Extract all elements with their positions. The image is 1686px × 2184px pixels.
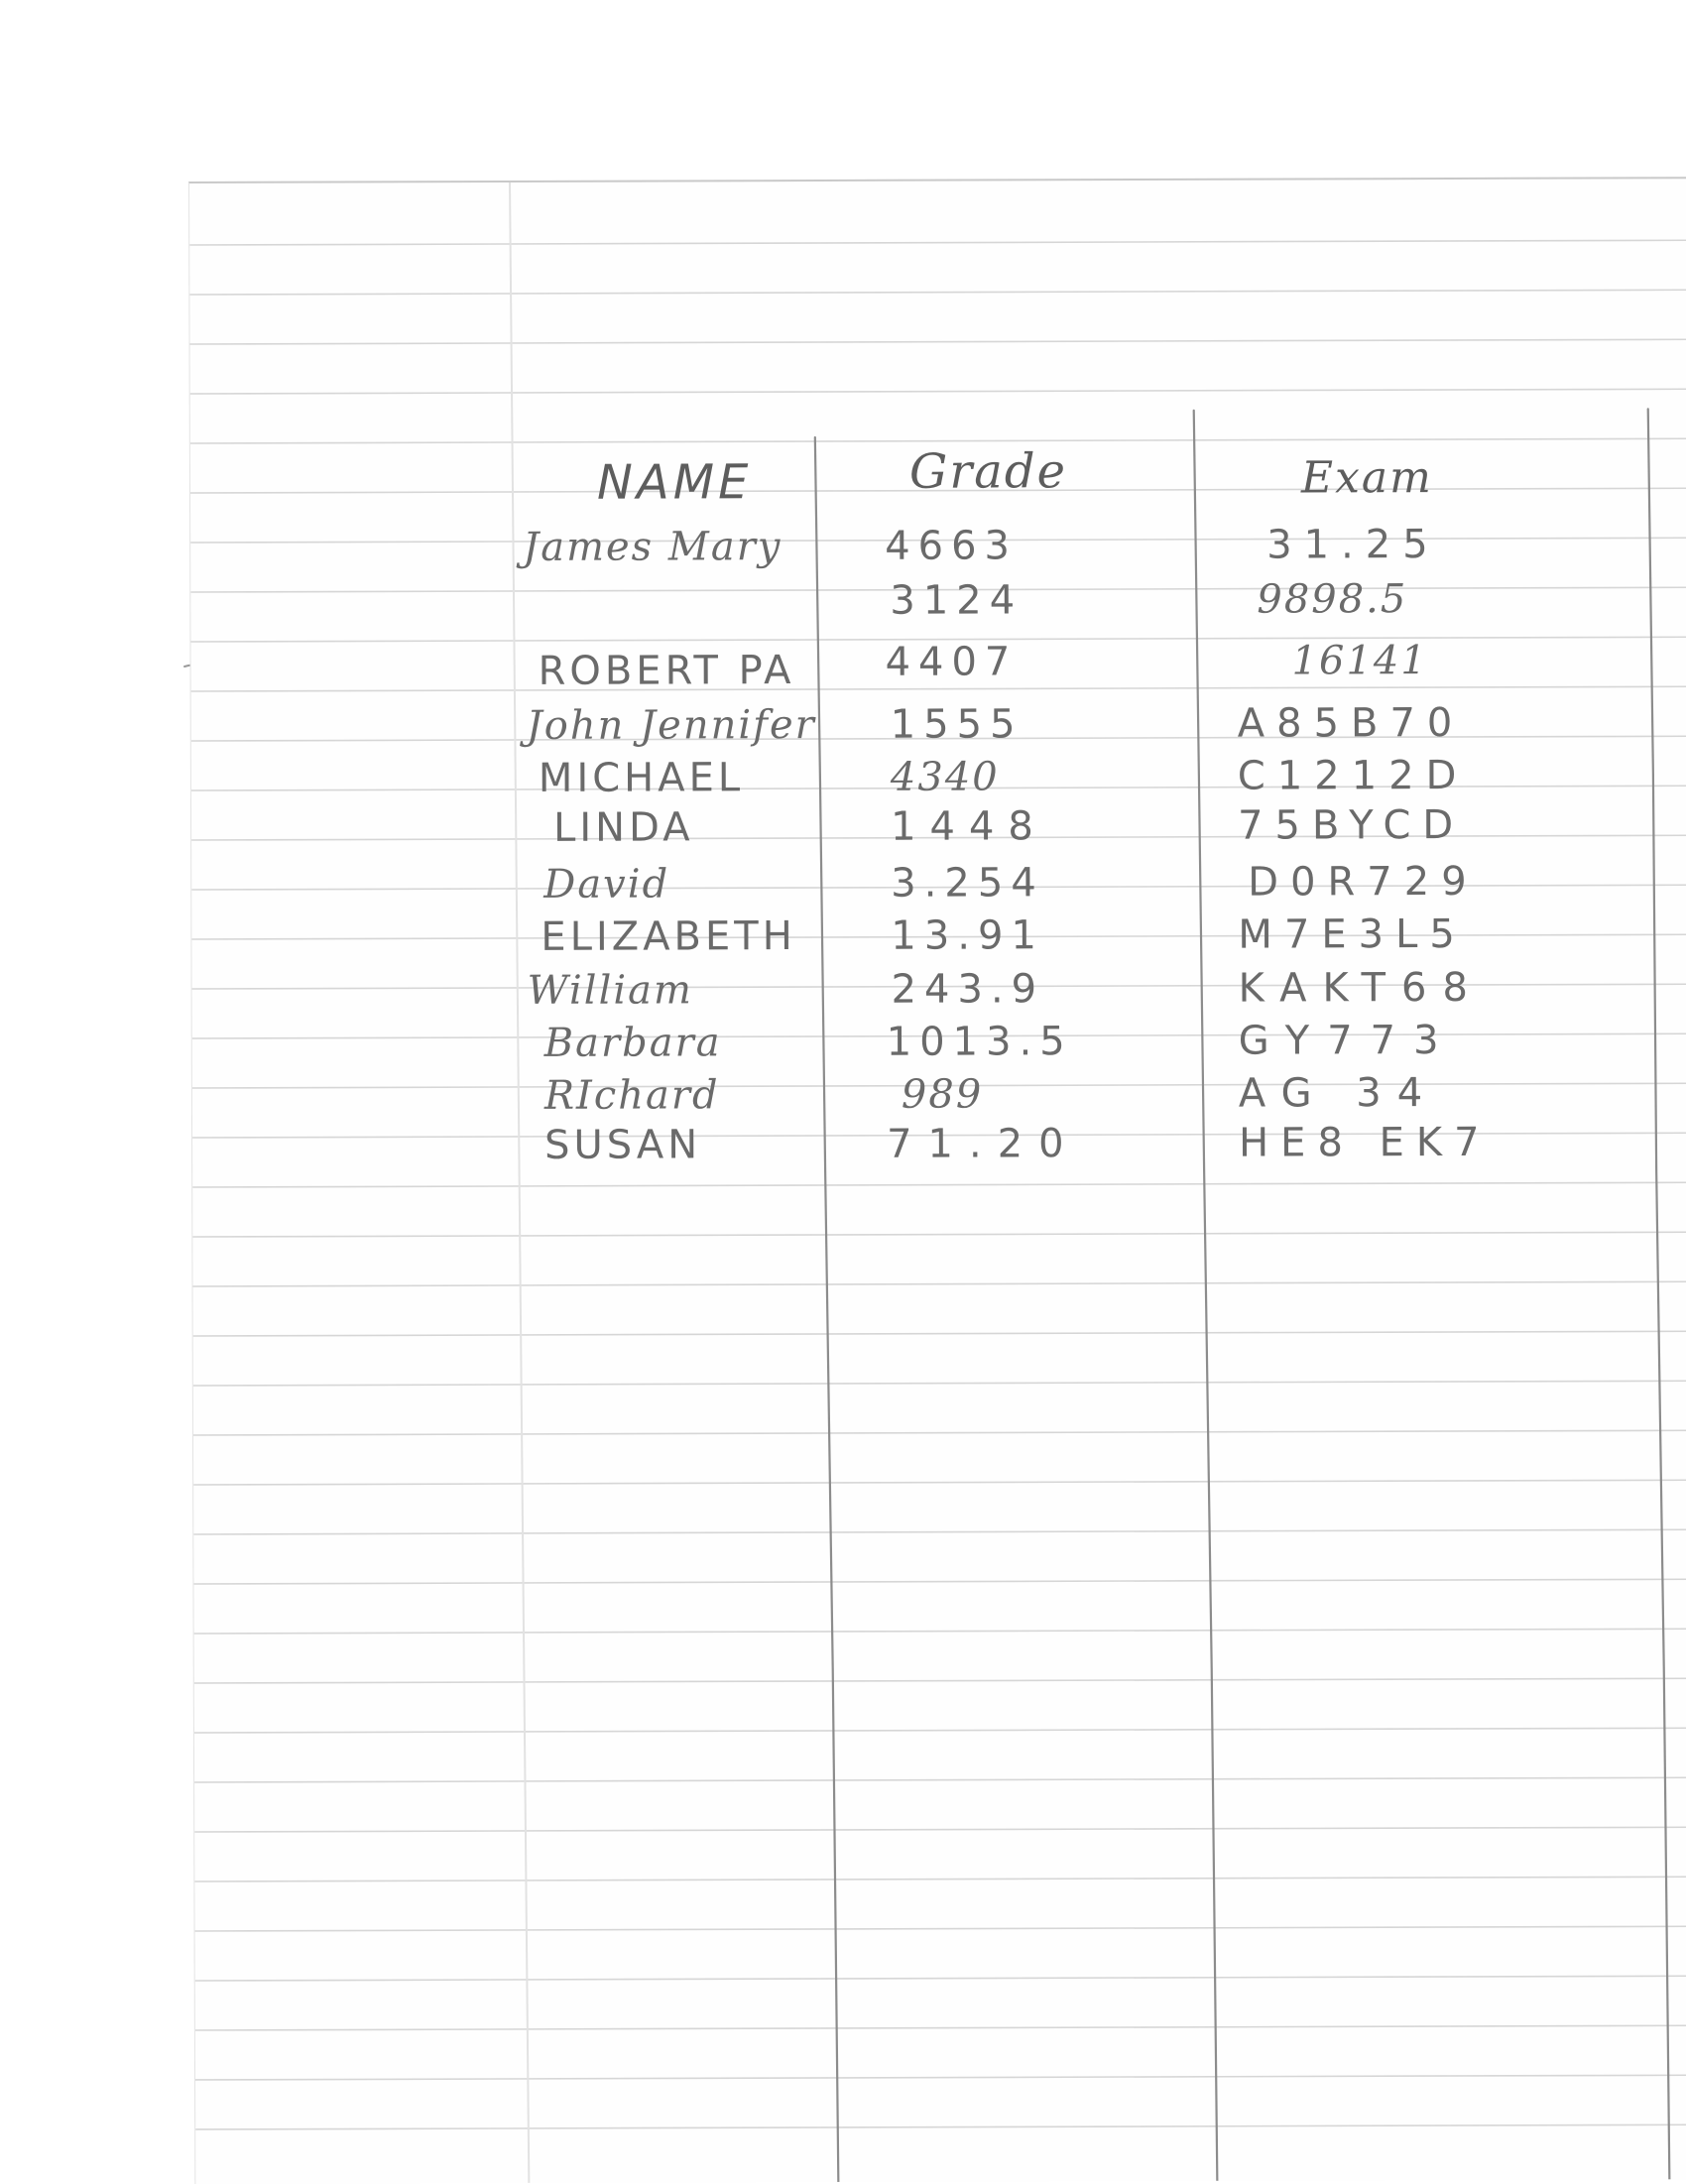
row-11-grade: 989: [901, 1071, 984, 1118]
row-12-exam: HE8 EK7: [1238, 1119, 1492, 1166]
row-3-name: ROBERT PA: [538, 648, 795, 694]
row-4-grade: 1555: [890, 701, 1024, 748]
row-11-exam: AG 34: [1238, 1070, 1439, 1117]
row-12-grade: 71.20: [886, 1121, 1080, 1167]
row-6-name: LINDA: [552, 804, 694, 851]
row-5-exam: C1212D: [1237, 752, 1469, 799]
row-1-exam: 31.25: [1266, 522, 1440, 568]
row-9-grade: 243.9: [891, 966, 1045, 1013]
row-6-grade: 1448: [890, 803, 1047, 850]
row-4-exam: A85B70: [1237, 699, 1465, 747]
row-10-grade: 1013.5: [886, 1019, 1073, 1065]
row-8-grade: 13.91: [891, 912, 1044, 959]
row-3-exam: 16141: [1291, 638, 1428, 684]
row-8-exam: M7E3L5: [1238, 910, 1467, 958]
row-4-name: John Jennifer: [526, 702, 816, 749]
row-2-grade: 3124: [890, 577, 1024, 624]
row-10-exam: GY773: [1238, 1017, 1457, 1064]
row-2-exam: 9898.5: [1257, 576, 1408, 623]
row-5-name: MICHAEL: [538, 755, 745, 801]
row-10-name: Barbara: [543, 1020, 722, 1066]
header-name: NAME: [596, 454, 753, 511]
row-7-name: David: [543, 861, 670, 908]
row-7-grade: 3.254: [891, 860, 1044, 907]
notebook-sheet: [188, 177, 1686, 2184]
row-8-name: ELIZABETH: [541, 913, 796, 960]
row-6-exam: 75BYCD: [1237, 801, 1466, 849]
row-12-name: SUSAN: [543, 1122, 702, 1168]
row-9-name: William: [527, 967, 693, 1014]
header-exam: Exam: [1300, 452, 1433, 504]
row-5-grade: 4340: [890, 754, 1000, 800]
row-1-name: James Mary: [523, 524, 783, 570]
row-7-exam: D0R729: [1248, 858, 1479, 906]
row-11-name: RIchard: [543, 1072, 720, 1119]
row-3-grade: 4407: [885, 639, 1019, 685]
row-9-exam: KAKT68: [1238, 964, 1484, 1012]
row-1-grade: 4663: [885, 523, 1019, 569]
header-grade: Grade: [908, 443, 1068, 500]
